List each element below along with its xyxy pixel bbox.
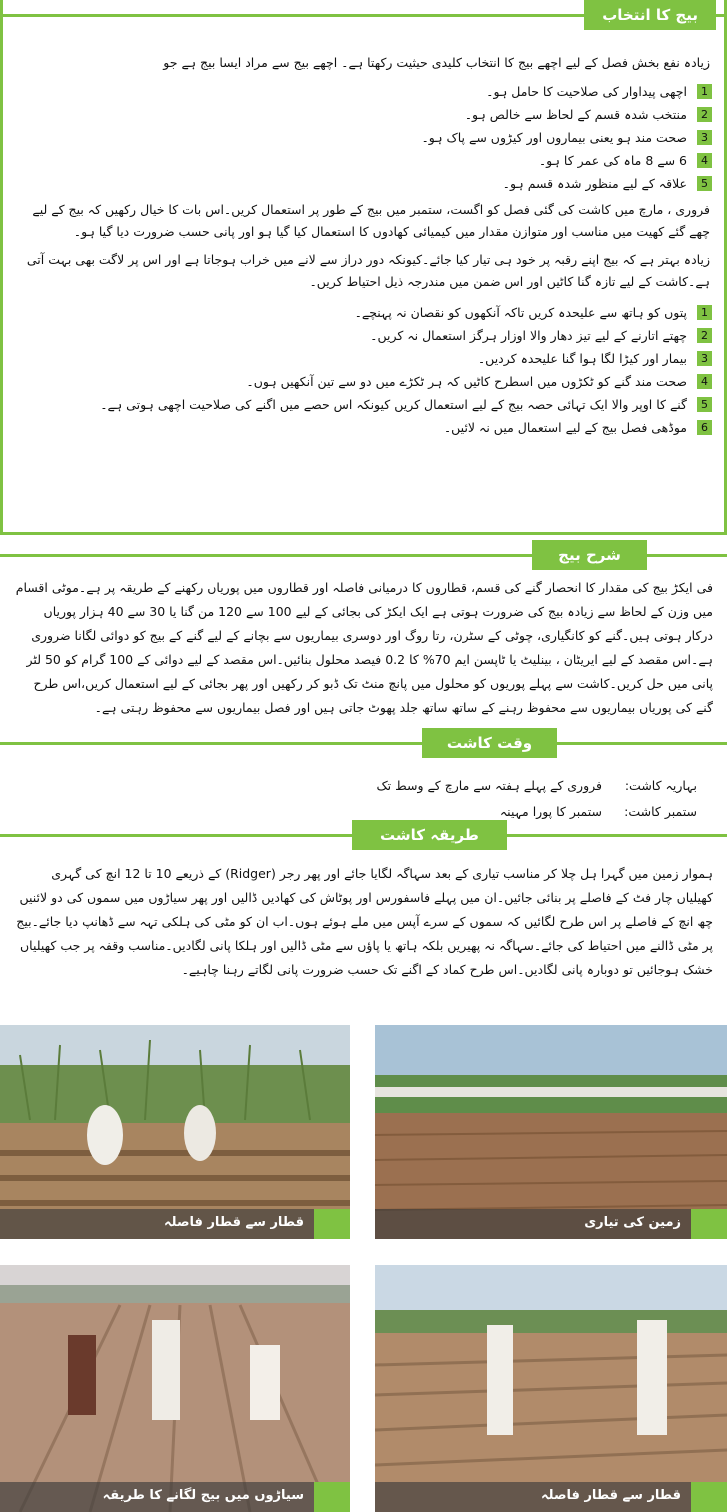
planting-time-table [0,772,727,824]
photo-caption: زمین کی تیاری [375,1209,691,1239]
list-item [15,416,712,439]
seed-selection-section [0,0,727,535]
list-text: علاقہ کے لیے منظور شدہ قسم ہو۔ [502,176,687,191]
list-item [15,347,712,370]
seed-rate-title: شرح بیج [532,540,647,570]
photo-land-preparation [375,1025,727,1239]
seed-rate-section [0,540,727,725]
list-text: موڈھی فصل بیج کے لیے استعمال میں نہ لائیں۔ [443,420,687,435]
seed-rate-header [0,540,727,570]
planting-time-section [0,728,727,828]
planting-time-value: فروری کے پہلے ہفتہ سے مارچ کے وسط تک [376,777,602,793]
seed-selection-paragraph-2: فروری ، مارچ میں کاشت کی گئی فصل کو اگست، ستمبر میں بیج کے طور پر استعمال کریں۔اس بات کا خیال رکھیں کہ بیج کے لیے چھے گئے کھیت میں مناسب اور متوازن مقدار میں کیمیائی کھادوں کا استعمال کیا گیا ہو اور پانی حسب ضرورت دیا گیا ہو۔ [32,202,710,239]
seed-selection-title: بیج کا انتخاب [584,0,716,30]
photo-image [375,1025,727,1239]
list-text: 6 سے 8 ماہ کی عمر کا ہو۔ [538,153,687,168]
list-item [15,149,712,172]
planting-method-header [0,820,727,850]
caption-accent [314,1209,350,1239]
caption-accent [691,1209,727,1239]
photo-image [0,1025,350,1239]
planting-time-key: بہاریہ کاشت: [624,777,697,793]
photo-caption: قطار سے قطار فاصلہ [0,1209,314,1239]
planting-method-section [0,820,727,1030]
planting-method-paragraph: ہموار زمین میں گہرا ہل چلا کر مناسب تیاری کے بعد سہاگہ لگایا جائے اور پھر رجر (Ridger) کے ذریعے 10 تا 12 انچ کی گہری کھیلیاں چار فٹ کے فاصلے پر بنائی جائیں۔ان میں پہلے فاسفورس اور پوٹاش کی کھادیں ڈالیں اور پھر سیاڑوں میں سموں کی دو لائنیں چھ انچ کے فاصلے پر اس طرح لگائیں کہ سموں کے سرے آپس میں ملے ہوئے ہوں۔اب ان کو مٹی کی ہلکی تہہ سے ڈھانپ دیا جائے۔بیج پر مٹی ڈالنے میں احتیاط کی جائے۔سہاگہ نہ پھیریں بلکہ ہاتھ یا پاؤں سے مٹی ڈالیں اور ہلکا پانی لگادیں۔مناسب وقفہ پر جب کھیلیاں خشک ہوجائیں تو دوبارہ پانی لگادیں۔اس طرح کماد کے اگنے تک حسب ضرورت پانی لگاتے رہنا چاہیے۔ [16,866,713,977]
list-item [15,172,712,195]
header-rule [0,742,727,745]
planting-time-value: ستمبر کا پورا مہینہ [499,803,602,819]
list-number: 5 [697,397,712,412]
seed-selection-paragraph-3: زیادہ بہتر ہے کہ بیج اپنے رقبہ پر خود ہی تیار کیا جائے۔کیونکہ دور دراز سے لانے میں خراب ہوجاتا ہے اور اس پر لاگت بھی بہت آتی ہے۔کاشت کے لیے تازہ گنا کاٹیں اور اس ضمن میں مندرجہ ذیل احتیاط کریں۔ [26,252,710,289]
list-number: 2 [697,107,712,122]
seed-rate-paragraph: فی ایکڑ بیج کی مقدار کا انحصار گنے کی قسم، قطاروں کا درمیانی فاصلہ اور قطاروں میں پوریاں رکھنے کے طریقہ پر ہے۔موٹی اقسام میں وزن کے لحاظ سے زیادہ بیج کی ضرورت ہوتی ہے ایک ایکڑ کی بجائی کے لیے 100 سے 120 من گنا یا 30 سے 40 ہزار پوریاں درکار ہوتی ہیں۔گنے کو کانگیاری، چوٹی کے سٹرن، رتا روگ اور دوسری بیماریوں سے بچانے کے لیے گنے کے بیج کو دوائی لگانا ضروری ہے۔اس مقصد کے لیے ایریٹان ، بینلیٹ یا ٹاپسن ایم 70% کا 0.2 فیصد محلول بنائیں۔اس مقصد کے لیے دوائی کے 100 گرام کو 50 لٹر پانی میں حل کریں۔کاشت سے پہلے پوریوں کو محلول میں پانچ منٹ تک ڈبو کر رکھیں اور پھر بجائی کے لیے استعمال کریں،اس طرح گنے کی پوریاں بیماریوں سے محفوظ رہنے کے ساتھ ساتھ جلد پھوٹ جاتی ہیں اور فصل بیماریوں سے محفوظ رہتی ہے۔ [15,580,713,715]
list-text: اچھی پیداوار کی صلاحیت کا حامل ہو۔ [486,84,687,99]
planting-method-title: طریقہ کاشت [352,820,507,850]
photo-row-spacing-2 [375,1265,727,1512]
seed-quality-list [3,80,724,195]
list-number: 1 [697,305,712,320]
list-number: 6 [697,420,712,435]
list-text: گنے کا اوپر والا ایک تہائی حصہ بیج کے لیے استعمال کریں کیونکہ اس حصے میں اگنے کی صلاحیت اچھی ہوتی ہے۔ [100,397,687,412]
photo-caption: سیاڑوں میں بیج لگانے کا طریقہ [0,1482,314,1512]
photo-seed-placement [0,1265,350,1512]
list-item [15,80,712,103]
planting-time-key: ستمبر کاشت: [624,803,697,819]
list-text: منتخب شدہ قسم کے لحاظ سے خالص ہو۔ [464,107,687,122]
planting-time-row [0,772,727,798]
list-text: پتوں کو ہاتھ سے علیحدہ کریں تاکہ آنکھوں کو نقصان نہ پہنچے۔ [354,305,687,320]
caption-accent [314,1482,350,1512]
photo-image [0,1265,350,1512]
list-text: صحت مند ہو یعنی بیماروں اور کیڑوں سے پاک ہو۔ [421,130,687,145]
photo-row-spacing-1 [0,1025,350,1239]
caption-accent [691,1482,727,1512]
photo-caption: قطار سے قطار فاصلہ [375,1482,691,1512]
planting-time-title: وقت کاشت [422,728,557,758]
photo-image [375,1265,727,1512]
list-number: 5 [697,176,712,191]
cutting-precautions-list [3,301,724,439]
list-number: 4 [697,153,712,168]
list-item [15,370,712,393]
seed-selection-header [3,0,724,30]
list-item [15,301,712,324]
seed-selection-intro: زیادہ نفع بخش فصل کے لیے اچھے بیج کا انتخاب کلیدی حیثیت رکھتا ہے۔ اچھے بیج سے مراد ایسا بیج ہے جو [163,55,710,70]
list-item [15,126,712,149]
list-number: 3 [697,130,712,145]
list-text: صحت مند گنے کو ٹکڑوں میں اسطرح کاٹیں کہ ہر ٹکڑے میں دو سے تین آنکھیں ہوں۔ [246,374,687,389]
list-text: بیمار اور کیڑا لگا ہوا گنا علیحدہ کردیں۔ [477,351,687,366]
list-number: 2 [697,328,712,343]
list-number: 1 [697,84,712,99]
planting-time-header [0,728,727,758]
list-number: 4 [697,374,712,389]
list-item [15,103,712,126]
list-text: چھتے اتارنے کے لیے تیز دھار والا اوزار ہرگز استعمال نہ کریں۔ [370,328,687,343]
list-item [15,393,712,416]
list-item [15,324,712,347]
list-number: 3 [697,351,712,366]
